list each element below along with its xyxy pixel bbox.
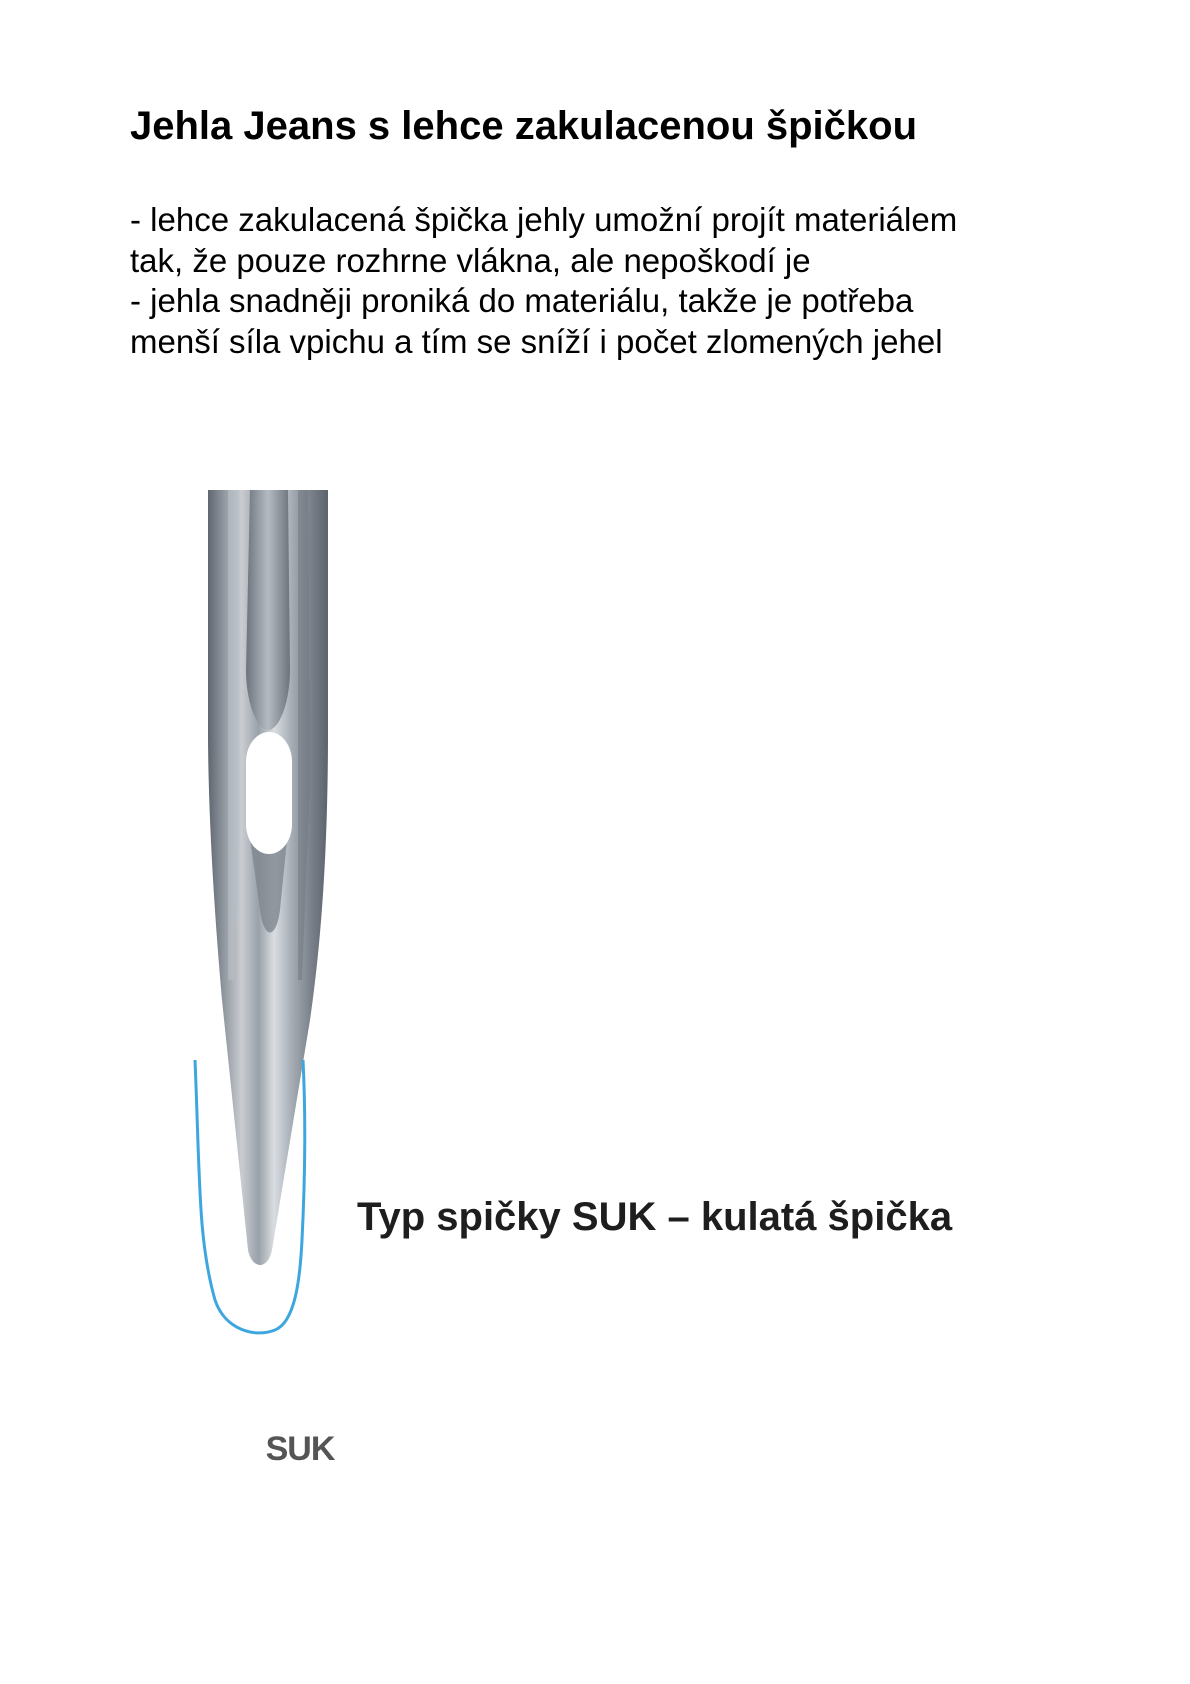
description-paragraph: [130, 200, 1090, 362]
needle-long-groove: [246, 490, 290, 730]
paragraph-line: menší síla vpichu a tím se sníží i počet zlomených jehel: [130, 322, 943, 360]
needle-illustration: [180, 480, 440, 1480]
paragraph-line: tak, že pouze rozhrne vlákna, ale nepoškodí je: [130, 241, 811, 279]
needle-eye: [246, 732, 292, 854]
paragraph-line: - lehce zakulacená špička jehly umožní projít materiálem: [130, 201, 958, 238]
paragraph-line: - jehla snadněji proniká do materiálu, takže je potřeba: [130, 282, 914, 319]
page-title: Jehla Jeans s lehce zakulacenou špičkou: [130, 104, 918, 148]
tip-type-caption: Typ spičky SUK – kulatá špička: [357, 1195, 953, 1239]
needle-figure: [180, 480, 1080, 1480]
needle-type-label: SUK: [265, 1430, 335, 1468]
